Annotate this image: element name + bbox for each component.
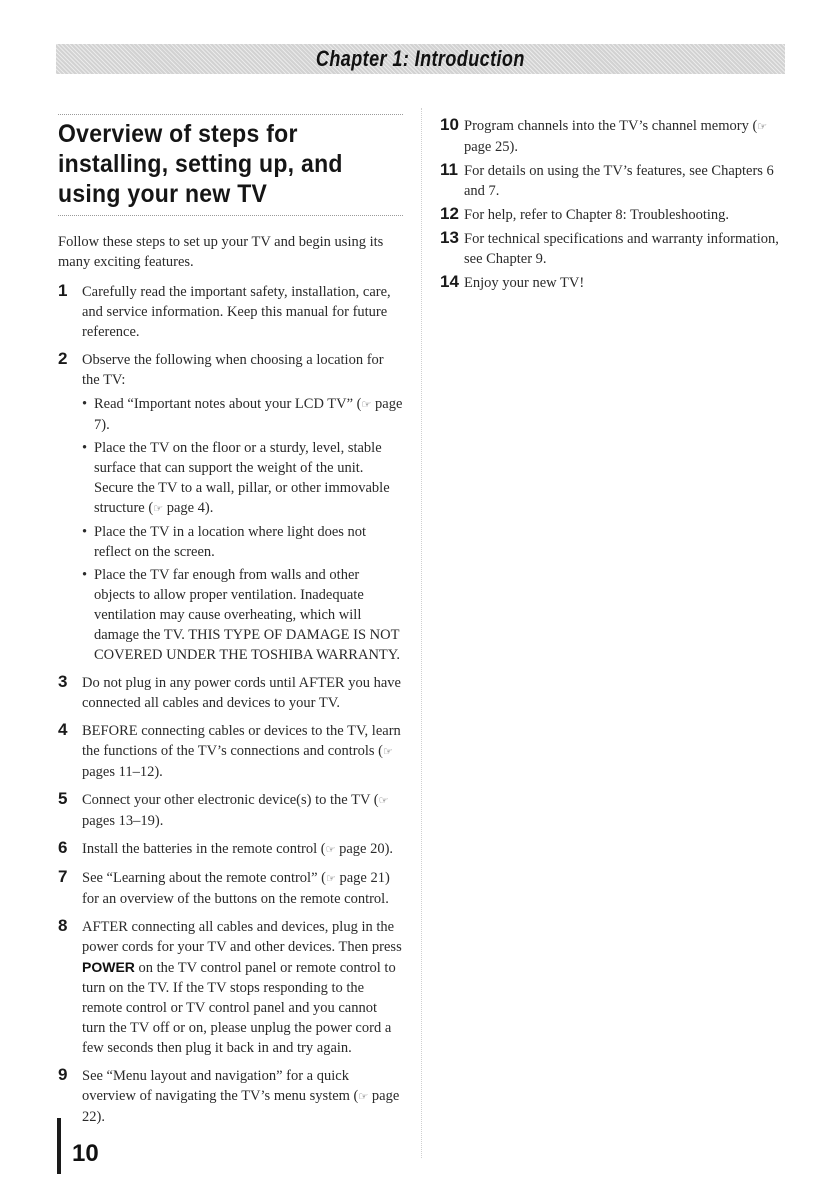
left-column <box>58 114 403 1135</box>
steps-list-left <box>58 282 403 1127</box>
page-number-bar <box>57 1118 61 1174</box>
chapter-title: Chapter 1: Introduction <box>316 46 525 71</box>
step-number: 12 <box>440 204 459 223</box>
intro-paragraph: Follow these steps to set up your TV and begin using its many exciting features. <box>58 234 384 270</box>
page-ref-icon: ☞ <box>382 746 393 758</box>
step-8: 8 AFTER connecting all cables and devices, plug in the power cords for your TV and other devices. Then press POWER on the TV control panel or remote control to turn on the TV. If the TV stops responding to the remote control or TV control panel and you cannot turn the TV off or on, please unplug the power cord a few seconds then plug it back in and try again. <box>58 916 402 1056</box>
step-14 <box>440 273 790 293</box>
bullet-item: • Place the TV far enough from walls and other objects to allow proper ventilation. Inadequate ventilation may cause overheating, which will damage the TV. THIS TYPE OF DAMAGE IS NOT COVERED UNDER THE TOSHIBA WARRANTY. <box>82 565 403 665</box>
step-number: 7 <box>58 867 68 886</box>
power-keyword: POWER <box>82 959 135 975</box>
step-number: 10 <box>440 115 459 134</box>
step-number: 13 <box>440 228 459 247</box>
page-ref-icon: ☞ <box>361 399 372 411</box>
page-ref-icon: ☞ <box>358 1091 369 1103</box>
step-2 <box>58 350 403 665</box>
step-text: Enjoy your new TV! <box>464 275 585 291</box>
step-12 <box>440 205 790 225</box>
section-title: Overview of steps for installing, setting up, and using your new TV <box>58 120 343 208</box>
step-text: Observe the following when choosing a location for the TV: <box>82 352 384 388</box>
step-number: 6 <box>58 838 68 857</box>
step-6: 6 Install the batteries in the remote control (☞ page 20). <box>58 838 394 857</box>
step-10: 10 Program channels into the TV’s channel memory (☞ page 25). <box>440 115 768 155</box>
step-text: For details on using the TV’s features, see Chapters 6 and 7. <box>464 163 774 199</box>
page-ref-icon: ☞ <box>153 503 164 515</box>
step-11 <box>440 161 790 201</box>
page-ref-icon: ☞ <box>325 844 336 856</box>
step-number: 3 <box>58 672 68 691</box>
page-ref-icon: ☞ <box>378 795 389 807</box>
step-number: 11 <box>440 160 458 179</box>
step-3 <box>58 673 403 713</box>
bullet-item: • Read “Important notes about your LCD TV” (☞ page 7). <box>82 394 403 435</box>
step-9: 9 See “Menu layout and navigation” for a quick overview of navigating the TV’s menu system (☞ page 22). <box>58 1065 400 1125</box>
step-number: 5 <box>58 789 68 808</box>
step-13 <box>440 229 790 269</box>
step-text: For help, refer to Chapter 8: Troubleshooting. <box>464 207 730 223</box>
column-divider <box>421 108 422 1158</box>
step-1 <box>58 282 403 342</box>
page-ref-icon: ☞ <box>757 121 768 133</box>
step-number: 14 <box>440 272 459 291</box>
step-number: 8 <box>58 916 68 935</box>
step-7: 7 See “Learning about the remote control” (☞ page 21) for an overview of the buttons on the remote control. <box>58 867 390 907</box>
step-number: 1 <box>58 281 68 300</box>
bullet-item: • Place the TV in a location where light does not reflect on the screen. <box>82 522 403 562</box>
right-column <box>440 116 790 297</box>
step-text: Carefully read the important safety, installation, care, and service information. Keep this manual for future reference. <box>82 284 391 340</box>
location-bullets <box>82 394 403 665</box>
chapter-banner <box>56 44 785 74</box>
step-number: 2 <box>58 349 68 368</box>
page-ref-icon: ☞ <box>325 873 336 885</box>
bullet-item: • Place the TV on the floor or a sturdy, level, stable surface that can support the weight of the unit. Secure the TV to a wall, pillar, or other immovable structure (☞ page 4). <box>82 438 403 519</box>
step-text: For technical specifications and warranty information, see Chapter 9. <box>464 231 779 267</box>
step-text: Do not plug in any power cords until AFTER you have connected all cables and devices to your TV. <box>82 675 401 711</box>
section-heading-box <box>58 114 403 216</box>
step-number: 9 <box>58 1065 68 1084</box>
step-4: 4 BEFORE connecting cables or devices to the TV, learn the functions of the TV’s connections and controls (☞ pages 11–12). <box>58 720 401 780</box>
steps-list-right <box>440 116 790 293</box>
step-number: 4 <box>58 720 68 739</box>
page-number: 10 <box>72 1140 99 1167</box>
step-5: 5 Connect your other electronic device(s) to the TV (☞ pages 13–19). <box>58 789 389 829</box>
